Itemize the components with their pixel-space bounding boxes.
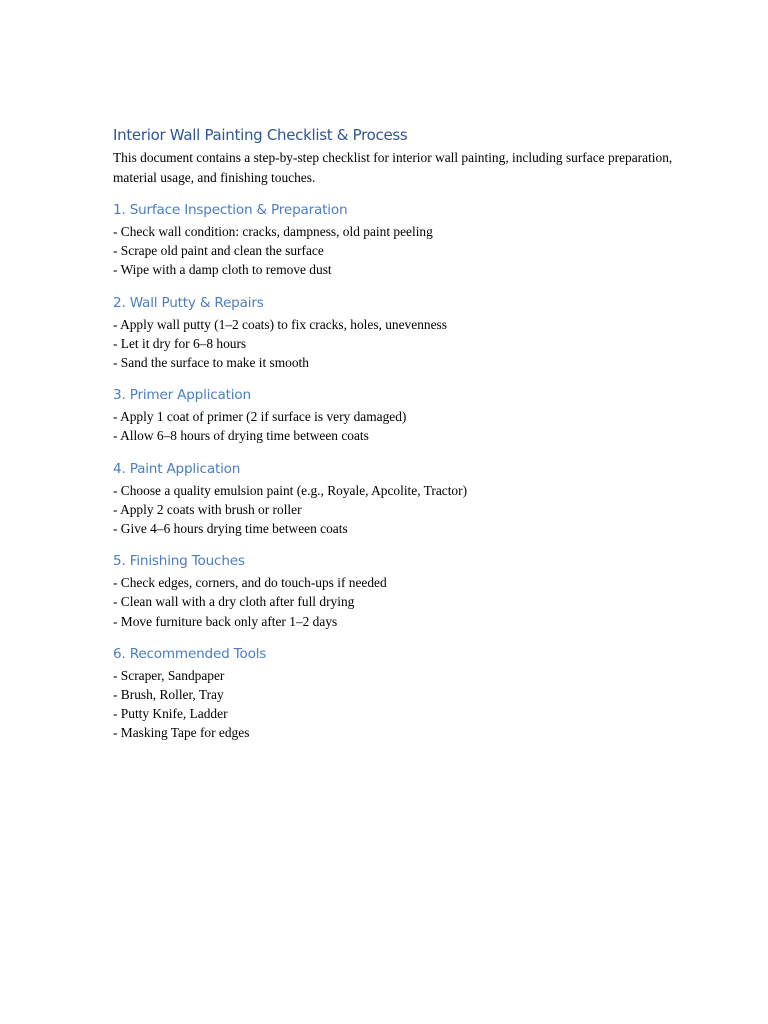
list-item: - Putty Knife, Ladder — [113, 706, 228, 722]
section-heading: 2. Wall Putty & Repairs — [113, 294, 264, 311]
section-heading: 4. Paint Application — [113, 460, 241, 477]
list-item: - Apply 1 coat of primer (2 if surface is very damaged) — [113, 409, 407, 425]
document-title: Interior Wall Painting Checklist & Process — [113, 126, 408, 144]
list-item: - Brush, Roller, Tray — [113, 687, 224, 703]
section-primer — [113, 384, 673, 445]
section-heading: 5. Finishing Touches — [113, 553, 245, 570]
section-wall-putty — [113, 292, 673, 373]
list-item: - Wipe with a damp cloth to remove dust — [113, 262, 332, 278]
list-item: - Give 4–6 hours drying time between coats — [113, 521, 348, 537]
list-item: - Apply 2 coats with brush or roller — [113, 501, 302, 517]
list-item: - Let it dry for 6–8 hours — [113, 335, 247, 351]
document-intro: This document contains a step-by-step checklist for interior wall painting, including surface preparation, material usage, and finishing touches. — [113, 150, 673, 185]
list-item: - Sand the surface to make it smooth — [113, 355, 309, 371]
section-heading: 6. Recommended Tools — [113, 645, 267, 662]
list-item: - Check edges, corners, and do touch-ups if needed — [113, 575, 387, 591]
section-finishing-touches — [113, 550, 673, 631]
list-item: - Choose a quality emulsion paint (e.g., Royale, Apcolite, Tractor) — [113, 482, 468, 498]
section-heading: 3. Primer Application — [113, 387, 251, 404]
section-heading: 1. Surface Inspection & Preparation — [113, 202, 348, 218]
list-item: - Allow 6–8 hours of drying time between coats — [113, 428, 369, 444]
document-page — [113, 124, 673, 743]
section-paint-application — [113, 458, 673, 539]
list-item: - Scrape old paint and clean the surface — [113, 243, 324, 259]
list-item: - Move furniture back only after 1–2 days — [113, 613, 338, 629]
list-item: - Clean wall with a dry cloth after full drying — [113, 594, 355, 610]
list-item: - Masking Tape for edges — [113, 725, 250, 741]
list-item: - Scraper, Sandpaper — [113, 667, 225, 683]
list-item: - Apply wall putty (1–2 coats) to fix cracks, holes, unevenness — [113, 316, 447, 332]
section-surface-inspection — [113, 199, 673, 280]
list-item: - Check wall condition: cracks, dampness, old paint peeling — [113, 224, 433, 239]
section-recommended-tools — [113, 643, 673, 743]
